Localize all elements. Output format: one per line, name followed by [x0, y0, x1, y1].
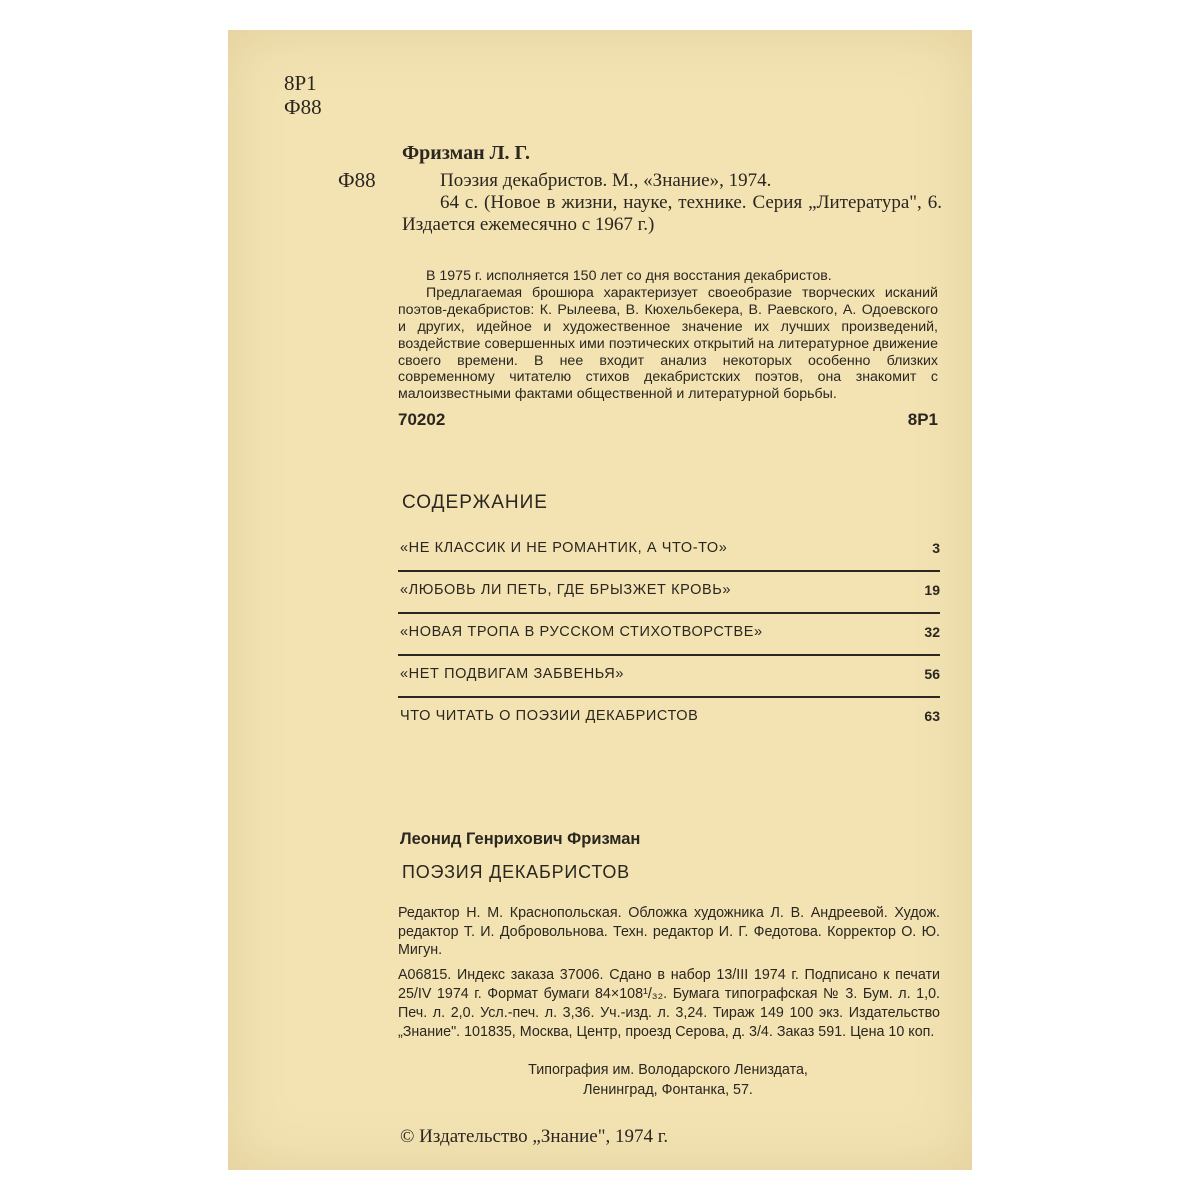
contents-item	[398, 572, 940, 614]
contents-item	[398, 530, 940, 572]
bib-description	[402, 170, 942, 236]
printer-line: Типография им. Володарского Лениздата,	[528, 1062, 808, 1078]
contents-item-label: «НЕ КЛАССИК И НЕ РОМАНТИК, А ЧТО-ТО»	[400, 540, 728, 556]
bib-title-line: Поэзия декабристов. М., «Знание», 1974.	[440, 170, 772, 191]
contents-item-page: 32	[924, 624, 940, 640]
contents-item-page: 56	[924, 666, 940, 682]
annotation-paragraph: В 1975 г. исполняется 150 лет со дня восстания декабристов.	[426, 268, 832, 284]
annotation	[398, 268, 938, 403]
contents-item-page: 3	[932, 540, 940, 556]
bib-author: Фризман Л. Г.	[402, 142, 530, 164]
contents-item-page: 63	[924, 708, 940, 724]
author-sign-code: Ф88	[338, 168, 376, 192]
annotation-paragraph: Предлагаемая брошюра характеризует своеобразие творческих исканий поэтов-декабристов: К. Рылеева, В. Кюхельбекера, В. Раевского, А. Одоевского и других, идейное и художественное значение их лучших произведений, воздействие совершенных ими поэтических открытий на литературное движение своего времени. В нее входит анализ некоторых особенно близких современному читателю стихов декабристских поэтов, она знакомит с малоизвестными фактами общественной и литературной борьбы.	[398, 284, 938, 403]
contents-item	[398, 614, 940, 656]
contents-list	[398, 530, 940, 738]
book-page	[228, 30, 972, 1170]
contents-heading: СОДЕРЖАНИЕ	[402, 492, 548, 513]
contents-item-label: «ЛЮБОВЬ ЛИ ПЕТЬ, ГДЕ БРЫЗЖЕТ КРОВЬ»	[400, 582, 732, 598]
catalog-code-left: 70202	[398, 410, 446, 429]
bib-series-line: 64 с. (Новое в жизни, науке, технике. Серия „Литература", 6. Издается ежемесячно с 1967 г.)	[402, 192, 942, 235]
contents-item-label: ЧТО ЧИТАТЬ О ПОЭЗИИ ДЕКАБРИСТОВ	[400, 708, 699, 724]
copyright-notice: © Издательство „Знание", 1974 г.	[400, 1126, 669, 1147]
contents-item	[398, 656, 940, 698]
contents-item	[398, 698, 940, 738]
imprint-author: Леонид Генрихович Фризман	[400, 830, 641, 848]
imprint-details: А06815. Индекс заказа 37006. Сдано в набор 13/III 1974 г. Подписано к печати 25/IV 1974 г. Формат бумаги 84×108¹/₃₂. Бумага типографская № 3. Бум. л. 1,0. Печ. л. 2,0. Усл.-печ. л. 3,36. Уч.-изд. л. 3,24. Тираж 149 100 экз. Издательство „Знание". 101835, Москва, Центр, проезд Серова, д. 3/4. Заказ 591. Цена 10 коп.	[398, 967, 940, 1040]
contents-item-page: 19	[924, 582, 940, 598]
imprint-title: ПОЭЗИЯ ДЕКАБРИСТОВ	[402, 862, 630, 882]
bbk-code-line1: 8Р1	[284, 71, 317, 95]
contents-item-label: «НОВАЯ ТРОПА В РУССКОМ СТИХОТВОРСТВЕ»	[400, 624, 763, 640]
contents-item-label: «НЕТ ПОДВИГАМ ЗАБВЕНЬЯ»	[400, 666, 625, 682]
catalog-code-right: 8Р1	[907, 410, 938, 429]
bbk-code-line2: Ф88	[284, 95, 322, 119]
printer-info	[468, 1060, 868, 1100]
printer-line: Ленинград, Фонтанка, 57.	[583, 1082, 753, 1098]
imprint-credits: Редактор Н. М. Краснопольская. Обложка художника Л. В. Андреевой. Худож. редактор Т. И. Добровольнова. Техн. редактор И. Г. Федотова. Корректор О. Ю. Мигун.	[398, 905, 940, 958]
